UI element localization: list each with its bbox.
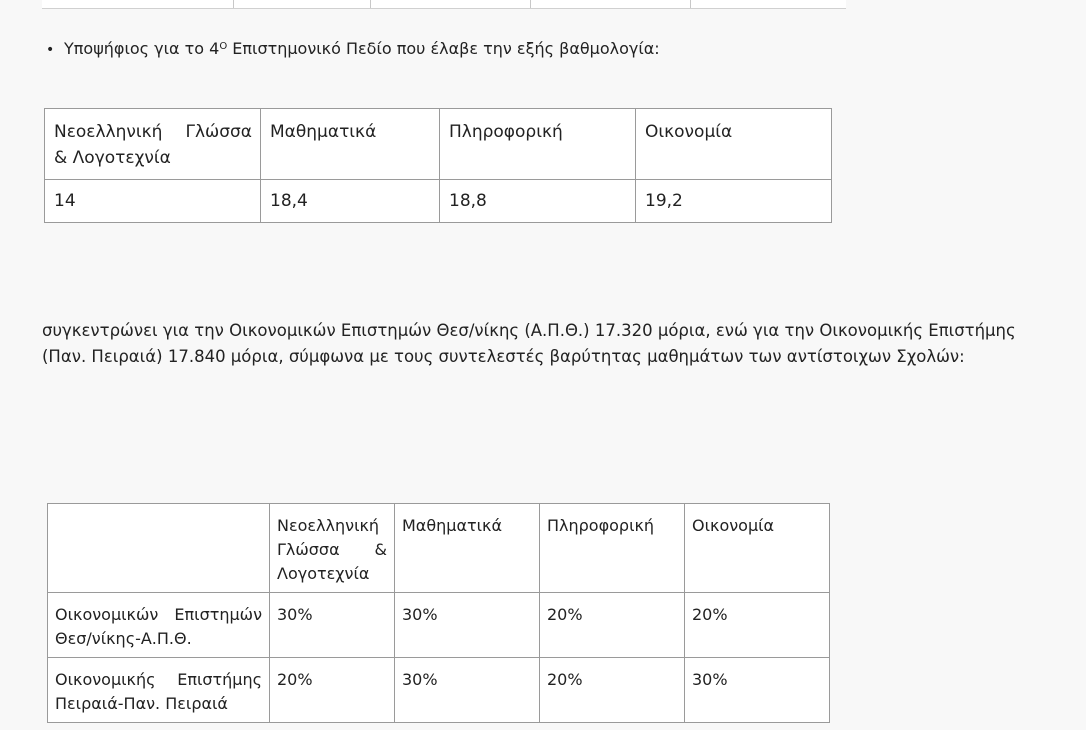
table-cell bbox=[234, 0, 371, 8]
school-name-line: Οικονομικής Επιστήμης bbox=[55, 670, 262, 689]
weight-cell: 20% bbox=[685, 593, 830, 658]
table-cell bbox=[371, 0, 531, 8]
grade-language: 14 bbox=[45, 180, 261, 223]
table-row bbox=[48, 658, 830, 723]
school-name-line: Οικονομικών Επιστημών bbox=[55, 605, 262, 624]
bullet-text-start: Υποψήφιος για το 4 bbox=[64, 39, 220, 58]
previous-table-bottom-edge bbox=[42, 0, 846, 9]
school-name-line: Πειραιά-Παν. Πειραιά bbox=[55, 694, 228, 713]
results-paragraph: συγκεντρώνει για την Οικονομικών Επιστημών Θεσ/νίκης (Α.Π.Θ.) 17.320 μόρια, ενώ για την Οικονομικής Επιστήμης (Παν. Πειραιά) 17.840 μόρια, σύμφωνα με τους συντελεστές βαρύτητας μαθημάτων των αντίστοιχων Σχολών: bbox=[42, 321, 1016, 366]
grade-math: 18,4 bbox=[261, 180, 440, 223]
weight-cell: 20% bbox=[540, 593, 685, 658]
weight-cell: 30% bbox=[270, 593, 395, 658]
weight-cell: 30% bbox=[685, 658, 830, 723]
candidate-bullet bbox=[46, 38, 660, 61]
header-text-line: Γλώσσα & bbox=[277, 540, 387, 559]
header-cell-economics: Οικονομία bbox=[685, 504, 830, 593]
header-cell-math: Μαθηματικά bbox=[261, 109, 440, 180]
table-header-row bbox=[45, 109, 832, 180]
table-cell bbox=[691, 0, 846, 8]
table-row bbox=[45, 180, 832, 223]
table-cell bbox=[531, 0, 691, 8]
weights-table bbox=[47, 503, 830, 723]
table-row bbox=[48, 593, 830, 658]
header-cell-language bbox=[270, 504, 395, 593]
header-text-line: & Λογοτεχνία bbox=[54, 148, 171, 168]
grades-table bbox=[44, 108, 832, 223]
bullet-superscript: Ο bbox=[219, 41, 228, 52]
school-name-cell bbox=[48, 593, 270, 658]
weight-cell: 20% bbox=[540, 658, 685, 723]
header-text-line: Νεοελληνική Γλώσσα bbox=[54, 122, 252, 142]
header-text-line: Λογοτεχνία bbox=[277, 564, 370, 583]
table-cell bbox=[42, 0, 234, 8]
grade-economics: 19,2 bbox=[636, 180, 832, 223]
weight-cell: 30% bbox=[395, 593, 540, 658]
school-name-cell bbox=[48, 658, 270, 723]
header-text-line: Νεοελληνική bbox=[277, 516, 380, 535]
header-cell-math: Μαθηματικά bbox=[395, 504, 540, 593]
header-cell-empty bbox=[48, 504, 270, 593]
weight-cell: 20% bbox=[270, 658, 395, 723]
header-cell-informatics: Πληροφορική bbox=[440, 109, 636, 180]
header-cell-economics: Οικονομία bbox=[636, 109, 832, 180]
school-name-line: Θεσ/νίκης-Α.Π.Θ. bbox=[55, 629, 192, 648]
grade-informatics: 18,8 bbox=[440, 180, 636, 223]
header-cell-language bbox=[45, 109, 261, 180]
header-cell-informatics: Πληροφορική bbox=[540, 504, 685, 593]
weight-cell: 30% bbox=[395, 658, 540, 723]
bullet-icon: • bbox=[46, 42, 55, 58]
table-header-row bbox=[48, 504, 830, 593]
bullet-text-end: Επιστημονικό Πεδίο που έλαβε την εξής βαθμολογία: bbox=[227, 39, 660, 58]
